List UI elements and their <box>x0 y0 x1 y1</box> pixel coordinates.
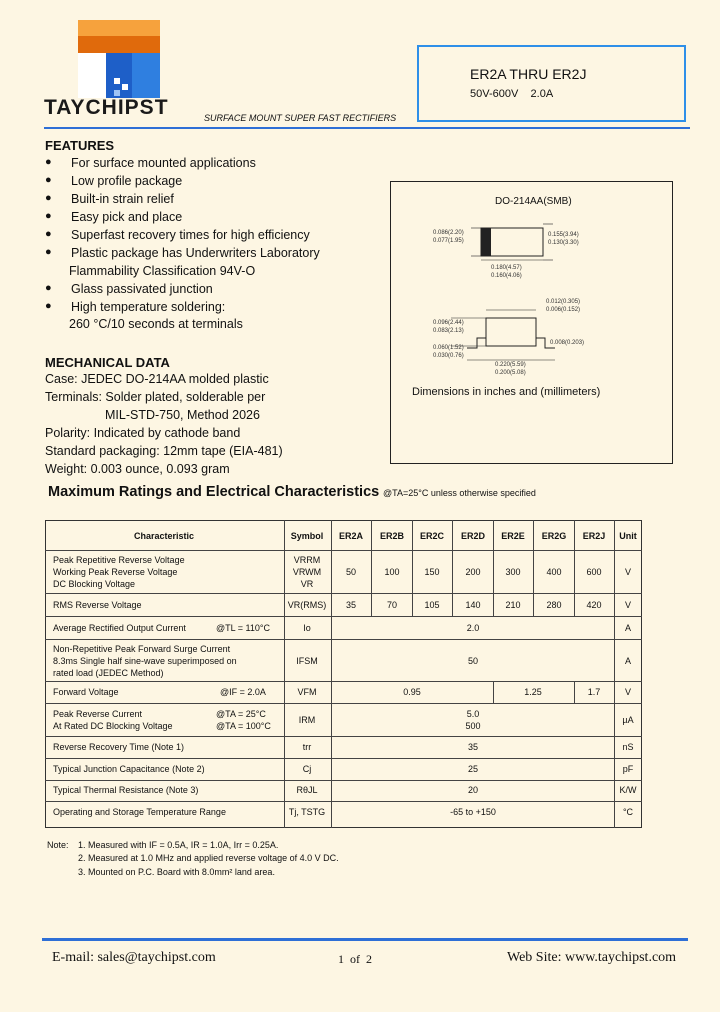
row-condition: @TA = 25°C <box>216 709 266 719</box>
column-header: ER2G <box>541 531 567 541</box>
table-cell: 1.25 <box>524 687 542 697</box>
table-rule <box>45 801 642 802</box>
table-unit: V <box>624 567 632 577</box>
bullet-icon: ● <box>45 192 52 204</box>
table-rule <box>493 520 494 616</box>
row-symbol: VR <box>300 579 314 589</box>
column-header: ER2D <box>460 531 486 541</box>
rating-summary: 50V-600V 2.0A <box>470 88 554 100</box>
column-header: ER2E <box>501 531 525 541</box>
column-header: Unit <box>619 531 637 541</box>
row-symbol: VR(RMS) <box>287 600 327 610</box>
row-label: Non-Repetitive Peak Forward Surge Current <box>53 644 231 654</box>
table-unit: pF <box>622 764 634 774</box>
dim-label: 0.086(2.20) <box>433 230 464 236</box>
column-header: Symbol <box>290 531 324 541</box>
row-symbol: IRM <box>298 715 316 725</box>
feature-item: Easy pick and place <box>71 210 183 224</box>
bullet-icon: ● <box>45 282 52 294</box>
page-indicator: 1 of 2 <box>338 952 372 966</box>
feature-item: For surface mounted applications <box>71 156 256 170</box>
ratings-heading: Maximum Ratings and Electrical Characteristics <box>48 484 380 500</box>
table-unit: nS <box>622 742 634 752</box>
row-label: Operating and Storage Temperature Range <box>53 807 226 817</box>
table-unit: °C <box>622 807 634 817</box>
note-item: 3. Mounted on P.C. Board with 8.0mm² land area. <box>78 867 275 877</box>
ratings-condition: @TA=25°C unless otherwise specified <box>383 488 536 498</box>
mechanical-line: Case: JEDEC DO-214AA molded plastic <box>45 372 269 386</box>
table-unit: A <box>624 623 632 633</box>
table-rule <box>45 593 642 594</box>
table-rule <box>284 520 285 828</box>
bullet-icon: ● <box>45 174 52 186</box>
feature-item: Glass passivated junction <box>71 282 213 296</box>
column-header: ER2A <box>338 531 364 541</box>
dim-label: 0.155(3.94) <box>548 232 579 238</box>
feature-item: Superfast recovery times for high efficiency <box>71 228 310 242</box>
notes-label: Note: <box>47 840 69 850</box>
table-cell: 1.7 <box>587 687 601 697</box>
note-item: 2. Measured at 1.0 MHz and applied reverse voltage of 4.0 V DC. <box>78 853 339 863</box>
row-symbol: Io <box>303 623 311 633</box>
table-cell: 50 <box>345 567 357 577</box>
table-cell: -65 to +150 <box>450 807 496 817</box>
table-cell: 210 <box>505 600 521 610</box>
row-condition: @IF = 2.0A <box>220 687 266 697</box>
mechanical-line: Terminals: Solder plated, solderable per <box>45 390 266 404</box>
table-cell: 300 <box>505 567 521 577</box>
table-cell: 500 <box>465 721 481 731</box>
feature-continuation: 260 °C/10 seconds at terminals <box>69 317 243 331</box>
column-header: ER2J <box>582 531 606 541</box>
feature-item: Plastic package has Underwriters Laboratory <box>71 246 320 260</box>
dim-label: 0.180(4.57) <box>491 265 522 271</box>
table-cell: 280 <box>546 600 562 610</box>
feature-item: Built-in strain relief <box>71 192 174 206</box>
table-cell: 2.0 <box>466 623 480 633</box>
table-rule <box>45 736 642 737</box>
table-rule <box>45 639 642 640</box>
dim-label: 0.008(0.203) <box>550 340 585 346</box>
footer-divider <box>42 938 688 941</box>
table-cell: 400 <box>546 567 562 577</box>
dim-label: 0.083(2.13) <box>433 328 464 334</box>
bullet-icon: ● <box>45 246 52 258</box>
row-label: Working Peak Reverse Voltage <box>53 567 178 577</box>
column-header: Characteristic <box>133 531 195 541</box>
dim-label: 0.006(0.152) <box>546 307 581 313</box>
table-unit: A <box>624 656 632 666</box>
row-label: Typical Thermal Resistance (Note 3) <box>53 785 199 795</box>
dim-label: 0.160(4.06) <box>491 273 522 279</box>
table-cell: 70 <box>386 600 398 610</box>
row-symbol: Cj <box>302 764 312 774</box>
table-cell: 35 <box>345 600 357 610</box>
table-rule <box>331 520 332 828</box>
row-symbol: IFSM <box>296 656 318 666</box>
table-rule <box>452 520 453 616</box>
bullet-icon: ● <box>45 228 52 240</box>
dim-label: 0.060(1.52) <box>433 345 464 351</box>
bullet-icon: ● <box>45 210 52 222</box>
table-cell: 600 <box>586 567 602 577</box>
table-rule <box>45 550 642 551</box>
dim-label: 0.096(2.44) <box>433 320 464 326</box>
table-cell: 50 <box>467 656 479 666</box>
row-symbol: Tj, TSTG <box>288 807 326 817</box>
dim-label: 0.200(5.08) <box>495 370 526 376</box>
row-label: At Rated DC Blocking Voltage <box>53 721 173 731</box>
package-title: DO-214AA(SMB) <box>495 196 572 207</box>
table-cell: 140 <box>465 600 481 610</box>
mechanical-line: MIL-STD-750, Method 2026 <box>105 408 260 422</box>
mechanical-line: Standard packaging: 12mm tape (EIA-481) <box>45 444 283 458</box>
header-divider <box>44 127 690 129</box>
features-heading: FEATURES <box>45 138 115 153</box>
part-title-box <box>417 45 686 122</box>
table-rule <box>574 520 575 616</box>
table-rule <box>45 616 642 617</box>
table-cell: 0.95 <box>403 687 421 697</box>
row-symbol: VRRM <box>293 555 321 565</box>
row-label: Forward Voltage <box>53 687 119 697</box>
row-label: RMS Reverse Voltage <box>53 600 142 610</box>
dim-label: 0.220(5.59) <box>495 362 526 368</box>
feature-item: High temperature soldering: <box>71 300 226 314</box>
table-rule <box>412 520 413 616</box>
row-label: Reverse Recovery Time (Note 1) <box>53 742 185 752</box>
table-cell: 25 <box>467 764 479 774</box>
mechanical-heading: MECHANICAL DATA <box>45 355 170 370</box>
dim-label: 0.030(0.76) <box>433 353 464 359</box>
row-label: rated load (JEDEC Method) <box>53 668 164 678</box>
row-condition: @TA = 100°C <box>216 721 271 731</box>
table-cell: 150 <box>424 567 440 577</box>
bullet-icon: ● <box>45 300 52 312</box>
table-rule <box>574 681 575 703</box>
row-label: Average Rectified Output Current <box>53 623 186 633</box>
mechanical-line: Polarity: Indicated by cathode band <box>45 426 241 440</box>
column-header: ER2C <box>419 531 445 541</box>
table-rule <box>493 681 494 703</box>
row-symbol: VRWM <box>292 567 322 577</box>
tagline: SURFACE MOUNT SUPER FAST RECTIFIERS <box>204 113 397 123</box>
table-cell: 5.0 <box>466 709 480 719</box>
row-label: DC Blocking Voltage <box>53 579 136 589</box>
row-condition: @TL = 110°C <box>216 623 271 633</box>
table-rule <box>45 758 642 759</box>
table-cell: 200 <box>465 567 481 577</box>
table-unit: V <box>624 600 632 610</box>
table-cell: 105 <box>424 600 440 610</box>
dim-label: 0.130(3.30) <box>548 240 579 246</box>
table-rule <box>45 780 642 781</box>
row-label: 8.3ms Single half sine-wave superimposed on <box>53 656 237 666</box>
row-symbol: trr <box>302 742 312 752</box>
brand-name: TAYCHIPST <box>44 96 169 119</box>
table-unit: µA <box>622 715 634 725</box>
dim-label: 0.077(1.95) <box>433 238 464 244</box>
table-unit: V <box>624 687 632 697</box>
table-unit: K/W <box>619 785 637 795</box>
footer-email[interactable]: E-mail: sales@taychipst.com <box>52 950 216 965</box>
row-label: Peak Reverse Current <box>53 709 143 719</box>
footer-website[interactable]: Web Site: www.taychipst.com <box>507 950 677 965</box>
taychipst-logo <box>78 20 160 98</box>
part-range: ER2A THRU ER2J <box>470 66 587 82</box>
mechanical-line: Weight: 0.003 ounce, 0.093 gram <box>45 462 230 476</box>
table-cell: 35 <box>467 742 479 752</box>
table-rule <box>533 520 534 616</box>
row-label: Typical Junction Capacitance (Note 2) <box>53 764 205 774</box>
table-cell: 420 <box>586 600 602 610</box>
feature-continuation: Flammability Classification 94V-O <box>69 264 256 278</box>
table-cell: 100 <box>384 567 400 577</box>
table-cell: 20 <box>467 785 479 795</box>
bullet-icon: ● <box>45 156 52 168</box>
note-item: 1. Measured with IF = 0.5A, IR = 1.0A, Irr = 0.25A. <box>78 840 279 850</box>
table-rule <box>45 681 642 682</box>
row-symbol: VFM <box>297 687 317 697</box>
table-rule <box>45 703 642 704</box>
dim-label: 0.012(0.305) <box>546 299 581 305</box>
table-rule <box>371 520 372 616</box>
dimensions-note: Dimensions in inches and (millimeters) <box>412 386 601 398</box>
row-label: Peak Repetitive Reverse Voltage <box>53 555 185 565</box>
row-symbol: RθJL <box>296 785 318 795</box>
column-header: ER2B <box>379 531 405 541</box>
feature-item: Low profile package <box>71 174 183 188</box>
table-rule <box>614 520 615 828</box>
